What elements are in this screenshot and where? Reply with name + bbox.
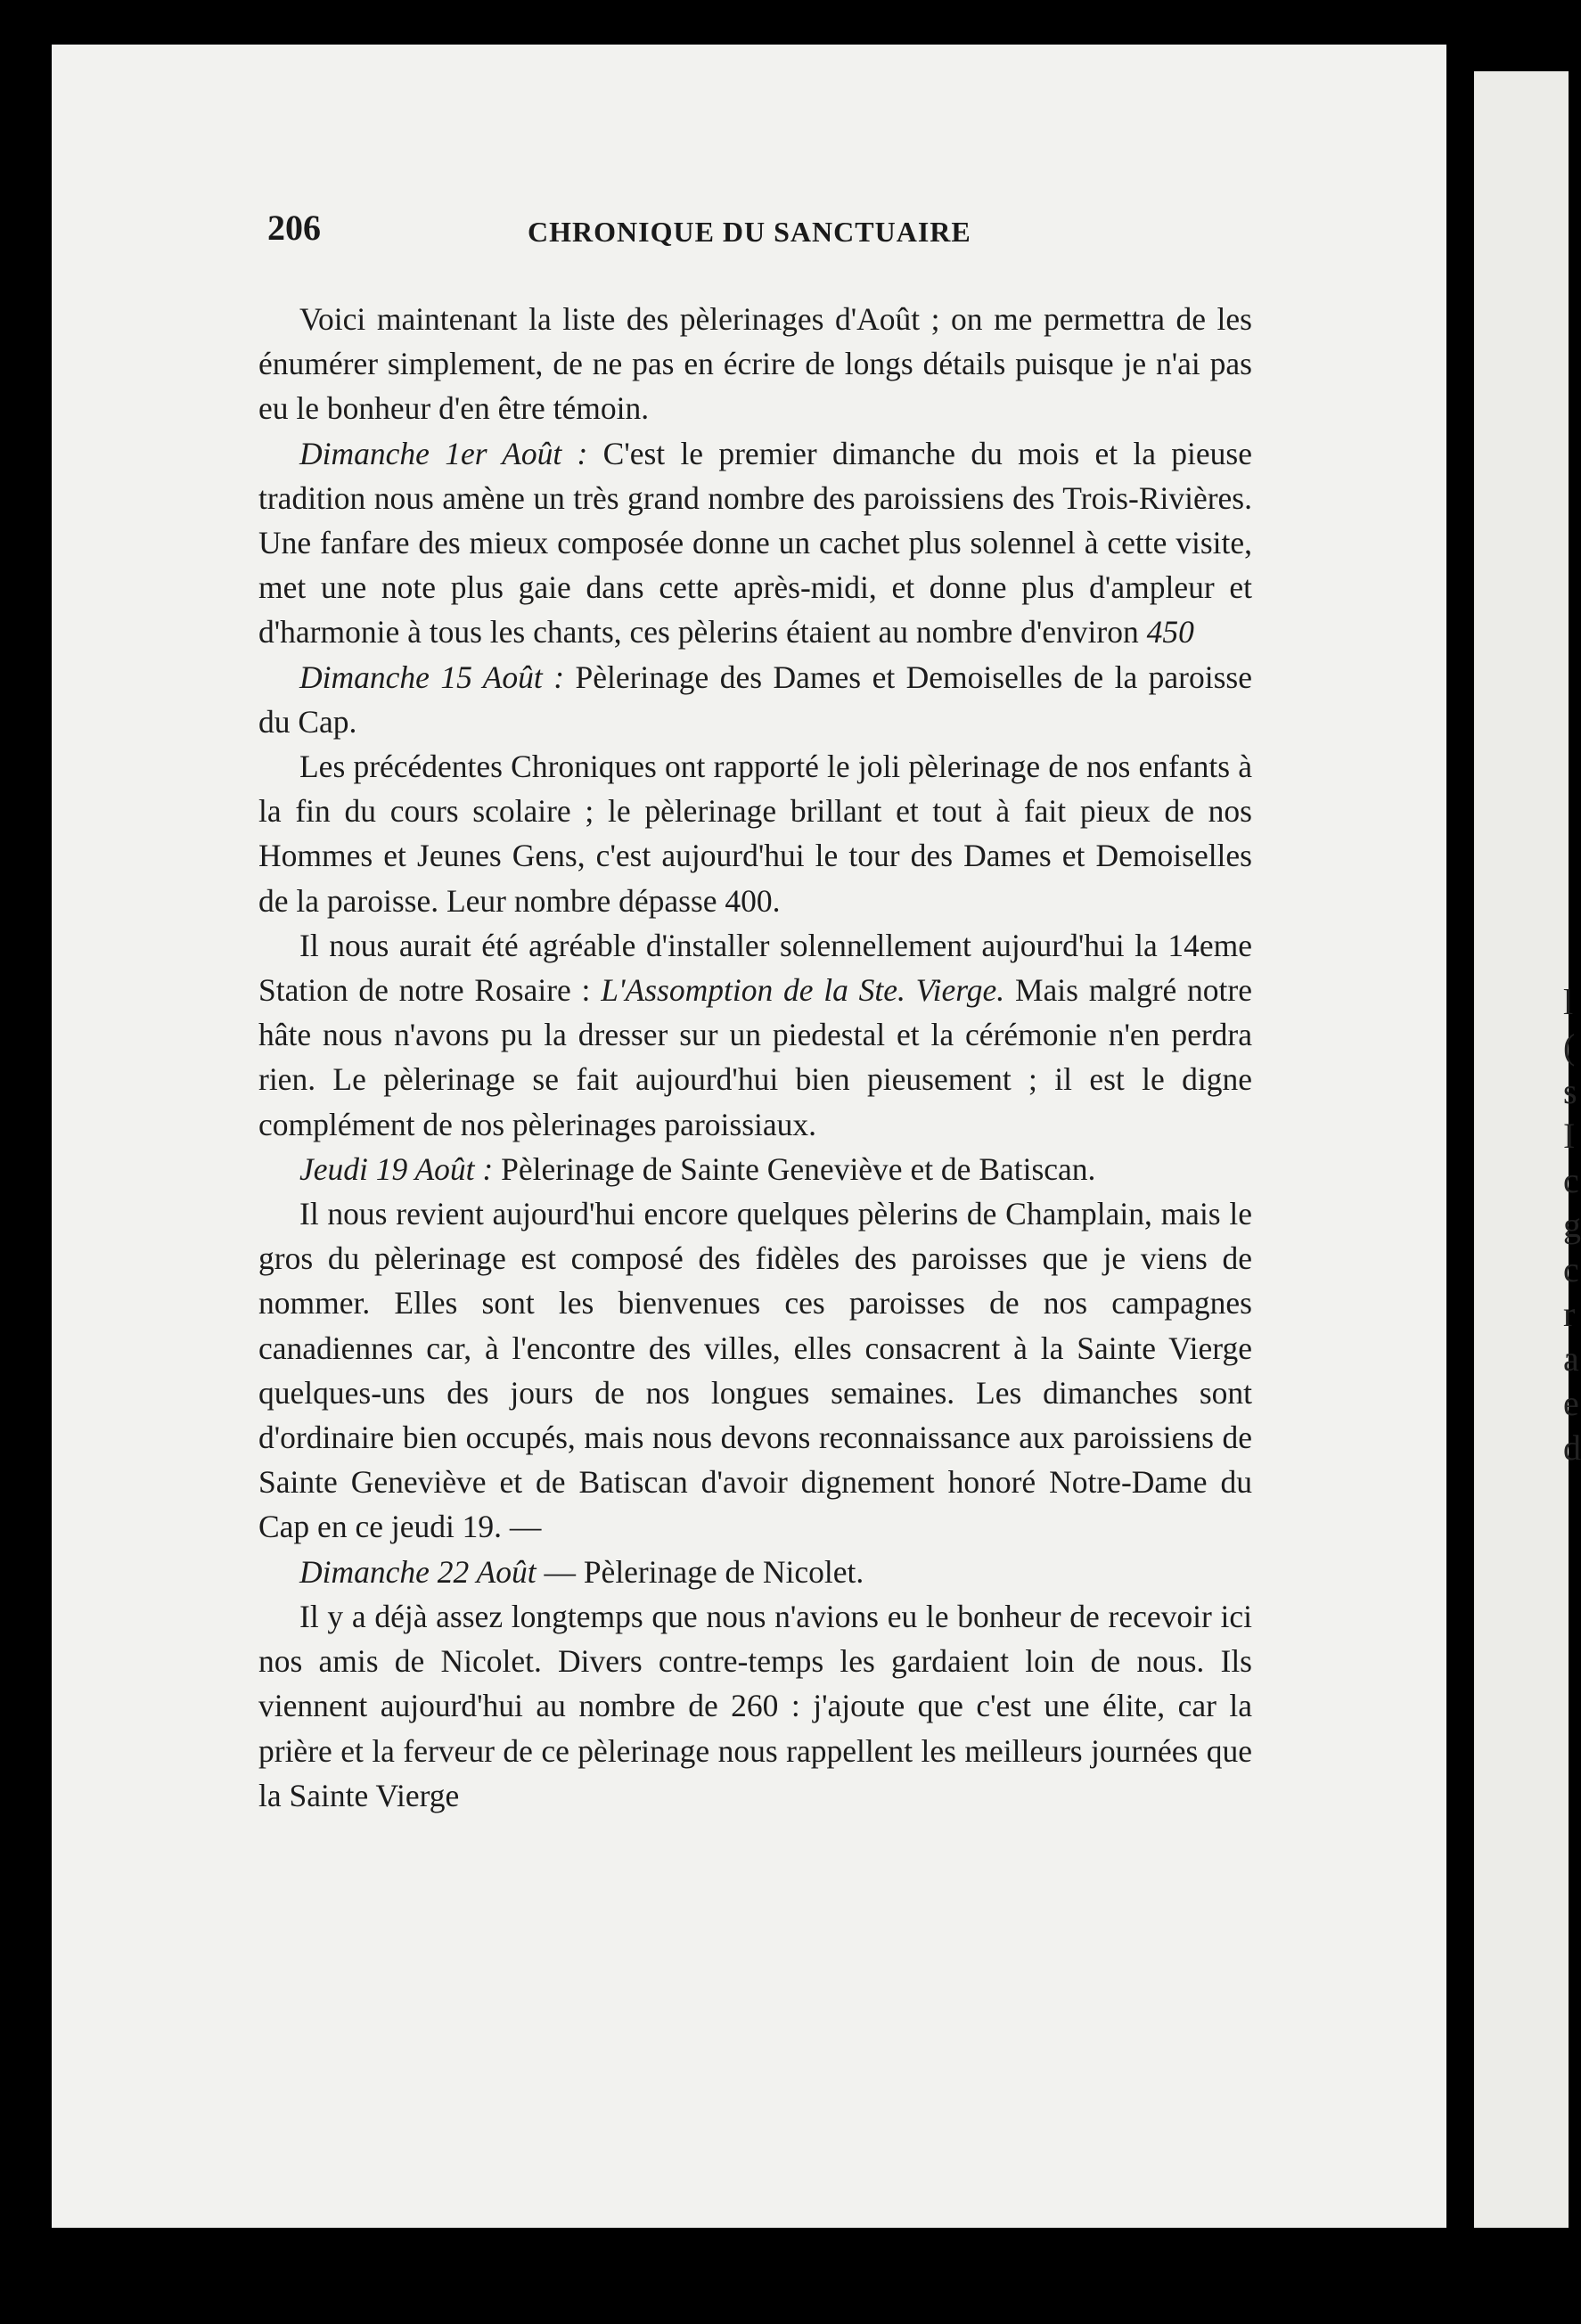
facing-page-fragment: c: [1563, 1249, 1579, 1289]
paragraph-text: Il y a déjà assez longtemps que nous n'avions eu le bonheur de recevoir ici nos amis de Nicolet. Divers contre-temps les gardaient loin de nous. Ils viennent aujourd'hui au nombre de 260 : j'ajoute que c'est une élite, car la prière et la ferveur de ce pèlerinage nous rappellent les meilleurs journées que la Sainte Vierge: [258, 1598, 1252, 1813]
facing-page-fragment: d: [1563, 1428, 1581, 1468]
facing-page-fragment: c: [1563, 1160, 1579, 1200]
paragraph-text: Il nous revient aujourd'hui encore quelques pèlerins de Champlain, mais le gros du pèlerinage est composé des fidèles des paroisses que je viens de nommer. Elles sont les bienvenues ces paroisses de nos campagnes canadiennes car, à l'encontre des villes, elles consacrent à la Sainte Vierge quelques-uns des jours de nos longues semaines. Les dimanches sont d'ordinaire bien occupés, mais nous devons reconnaissance aux paroissiens de Sainte Geneviève et de Batiscan d'avoir dignement honoré Notre-Dame du Cap en ce jeudi 19. —: [258, 1196, 1252, 1545]
paragraph: [258, 923, 1252, 1147]
running-head: CHRONIQUE DU SANCTUAIRE: [528, 216, 971, 248]
page-number: 206: [267, 208, 321, 248]
entry-date: Jeudi 19 Août :: [299, 1150, 494, 1187]
facing-page-fragment: r: [1563, 1294, 1576, 1334]
paragraph-text: Il nous aurait été agréable d'installer solennellement aujourd'hui la 14eme Station de notre Rosaire :: [258, 927, 1252, 1009]
pilgrim-count: 450: [1146, 614, 1194, 651]
paragraph: [258, 297, 1252, 431]
facing-page-fragment: a: [1563, 1338, 1579, 1379]
entry-date: Dimanche 15 Août :: [299, 659, 565, 695]
facing-page-fragment: s: [1563, 1071, 1577, 1111]
body-text: [258, 297, 1252, 1818]
paragraph-text: Pèlerinage de Sainte Geneviève et de Batiscan.: [493, 1150, 1096, 1187]
facing-page-fragment: I: [1563, 1116, 1576, 1156]
paragraph-text: C'est le premier dimanche du mois et la pieuse tradition nous amène un très grand nombre des paroissiens des Trois-Rivières. Une fanfare des mieux composée donne un cachet plus solennel à cette visite, met une note plus gaie dans cette après-midi, et donne plus d'ampleur et d'harmonie à tous les chants, ces pèlerins étaient au nombre d'environ: [258, 435, 1252, 651]
facing-page-fragment: e: [1563, 1383, 1579, 1423]
paragraph-text: Pèlerinage des Dames et Demoiselles de la paroisse du Cap.: [258, 659, 1252, 740]
facing-page-fragment: g: [1563, 1205, 1581, 1245]
facing-page-edge: [1474, 71, 1581, 2228]
paragraph: [258, 1147, 1252, 1191]
paragraph: [258, 1594, 1252, 1818]
paragraph: [258, 1191, 1252, 1550]
paragraph-text: Les précédentes Chroniques ont rapporté le joli pèlerinage de nos enfants à la fin du cours scolaire ; le pèlerinage brillant et tout à fait pieux de nos Hommes et Jeunes Gens, c'est aujourd'hui le tour des Dames et Demoiselles de la paroisse. Leur nombre dépasse 400.: [258, 749, 1252, 919]
page-header: [267, 207, 1261, 260]
paragraph-text: Voici maintenant la liste des pèlerinages d'Août ; on me permettra de les énumérer simplement, de ne pas en écrire de longs détails puisque je n'ai pas eu le bonheur d'en être témoin.: [258, 301, 1252, 427]
paragraph-text: Mais malgré notre hâte nous n'avons pu la dresser sur un piedestal et la cérémonie n'en perdra rien. Le pèlerinage se fait aujourd'hui bien pieusement ; il est le digne complément de nos pèlerinages paroissiaux.: [258, 972, 1252, 1142]
paragraph: [258, 431, 1252, 655]
station-title: L'Assomption de la Ste. Vierge.: [601, 972, 1005, 1009]
paragraph: [258, 655, 1252, 744]
entry-date: Dimanche 22 Août: [299, 1553, 537, 1590]
facing-page-fragment: (: [1563, 1027, 1576, 1067]
facing-page-fragment: l: [1563, 982, 1574, 1022]
entry-date: Dimanche 1er Août :: [299, 435, 588, 471]
paragraph: [258, 1550, 1252, 1594]
paragraph: [258, 744, 1252, 923]
paragraph-text: — Pèlerinage de Nicolet.: [536, 1553, 864, 1590]
